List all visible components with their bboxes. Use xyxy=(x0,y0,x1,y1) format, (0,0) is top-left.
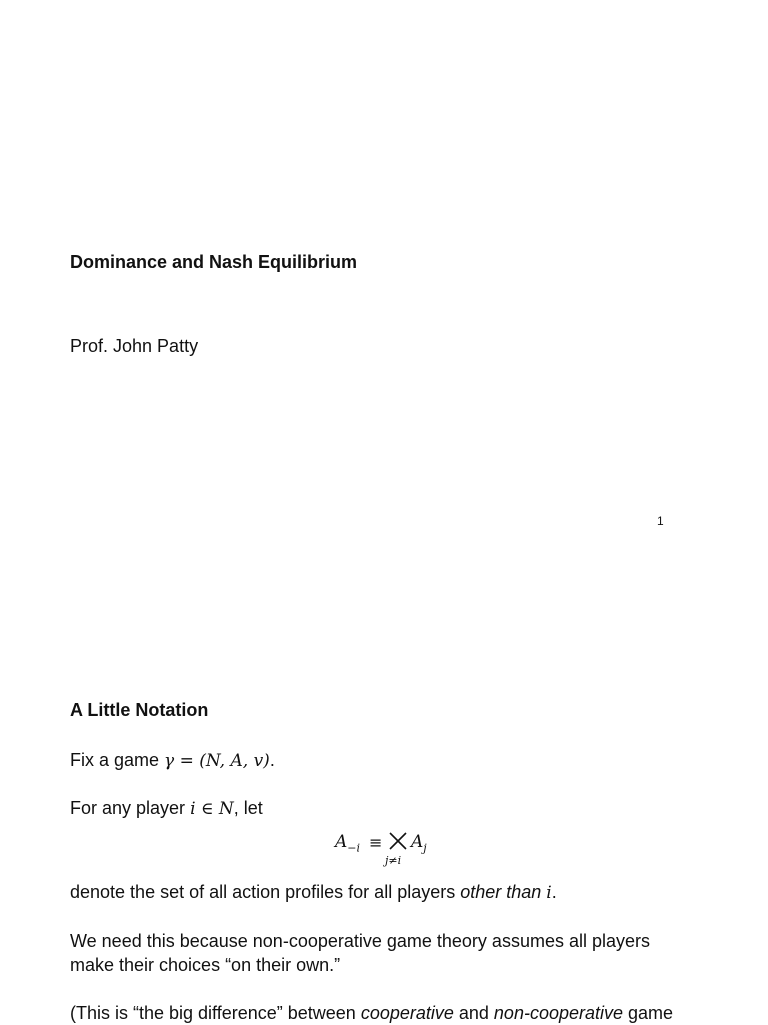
lhs-subscript: −i xyxy=(347,841,361,855)
paragraph-difference xyxy=(70,1001,673,1025)
text-fragment: and xyxy=(453,1003,494,1023)
text-fragment: Fix a game xyxy=(70,750,165,770)
equation-rhs xyxy=(411,832,427,854)
rhs-symbol: A xyxy=(411,832,424,852)
equation-lhs xyxy=(335,832,360,854)
emphasis-text: other than xyxy=(460,882,542,902)
text-fragment: For any player xyxy=(70,798,191,818)
player-index-math: i xyxy=(546,883,552,903)
notation-line-player xyxy=(70,796,263,821)
cartesian-product-icon xyxy=(387,830,409,852)
text-fragment: . xyxy=(269,750,275,770)
lhs-symbol: A xyxy=(335,832,348,852)
paragraph-reason-line-1: We need this because non-cooperative game theory assumes all players xyxy=(70,931,650,951)
text-fragment: denote the set of all action profiles for all players xyxy=(70,882,461,902)
text-fragment: (This is “the big difference” between xyxy=(70,1003,361,1023)
product-index: j≠i xyxy=(385,854,402,867)
slide-title: Dominance and Nash Equilibrium xyxy=(70,252,358,272)
game-definition-math: γ = (N, A, v) xyxy=(164,751,270,771)
player-membership-math: i ∈ N xyxy=(190,799,234,819)
author-name: Prof. John Patty xyxy=(70,336,199,356)
text-fragment: game xyxy=(623,1003,674,1023)
rhs-subscript: j xyxy=(423,841,427,855)
section-heading: A Little Notation xyxy=(70,700,209,720)
notation-line-denote xyxy=(70,880,557,905)
display-equation xyxy=(335,830,445,872)
emphasis-text: cooperative xyxy=(360,1003,454,1023)
notation-line-game xyxy=(70,748,275,773)
page-number: 1 xyxy=(657,514,664,528)
text-fragment: , let xyxy=(233,798,263,818)
emphasis-text: non-cooperative xyxy=(493,1003,624,1023)
equivalence-symbol: ≡ xyxy=(369,833,383,852)
paragraph-reason-line-2: make their choices “on their own.” xyxy=(70,955,341,975)
text-fragment: . xyxy=(551,882,557,902)
